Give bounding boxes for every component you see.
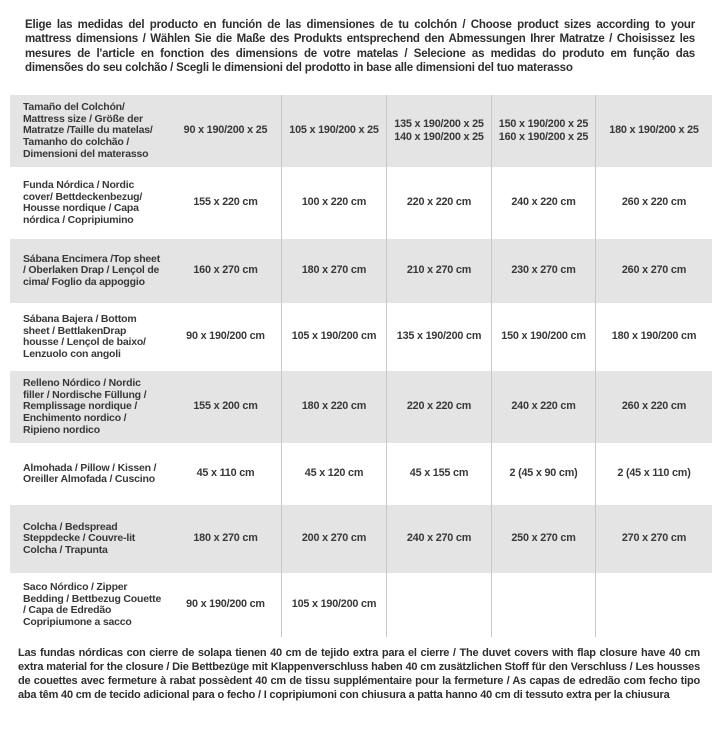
size-value-line: 180 x 190/200 x 25 [609,124,699,137]
size-value-line: 250 x 270 cm [511,532,576,545]
size-value-line: 140 x 190/200 x 25 [394,131,484,144]
size-value-cell [491,167,595,239]
table-row [10,167,712,239]
size-value-cell [595,167,712,239]
size-value-line: 180 x 220 cm [301,400,367,413]
table-row [10,443,712,505]
size-value-cell [595,371,712,443]
size-value-cell [281,371,386,443]
product-label-cell: Sábana Bajera / Bottom sheet / BettlakenDrap housse / Lençol de baixo/ Lenzuolo con angoli [23,313,146,360]
size-value-line: 150 x 190/200 x 25 [498,117,589,130]
size-value-line: 230 x 270 cm [511,264,576,277]
size-value-line: 150 x 190/200 cm [501,330,586,343]
size-value-cell [491,505,595,573]
size-value-line: 2 (45 x 90 cm) [509,467,578,480]
size-value-line: 155 x 220 cm [193,196,258,209]
table-row [10,505,712,573]
size-value-line: 240 x 270 cm [406,532,472,545]
product-label-cell: Colcha / Bedspread Steppdecke / Couvre-lit Colcha / Trapunta [23,520,136,556]
size-value-line: 180 x 270 cm [193,532,258,545]
size-selection-instructions: Elige las medidas del producto en función de las dimensiones de tu colchón / Choose product sizes according to your mattress dimensions / Wählen Sie die Maße des Produkts entsprechend den Abmessungen Ihrer Matratze / Choisissez les mesures de l'article en fonction des dimensions de votre matelas / Selecione as medidas do produto em função das dimensões do seu colchão / Scegli le dimensioni del prodotto in base alle dimensioni del tuo materasso [25,19,695,74]
table-row [10,95,712,167]
size-value-line: 180 x 190/200 cm [611,330,697,343]
size-value-cell [491,443,595,505]
size-value-cell [595,443,712,505]
size-value-line: 220 x 220 cm [406,400,472,413]
size-value-line: 160 x 270 cm [193,264,258,277]
size-value-cell [170,95,281,167]
product-size-guide-page [0,18,720,738]
size-value-cell [281,95,386,167]
size-value-cell [386,573,491,637]
product-label-cell: Sábana Encimera /Top sheet / Oberlaken Drap / Lençol de cima/ Foglio da appoggio [23,252,160,288]
size-value-line: 260 x 220 cm [621,400,687,413]
size-value-cell [595,505,712,573]
size-value-cell [386,167,491,239]
size-value-cell [170,505,281,573]
table-row [10,303,712,371]
size-value-line: 45 x 120 cm [304,467,364,480]
size-value-cell [281,505,386,573]
size-value-cell [281,303,386,371]
size-value-cell [386,239,491,303]
size-value-cell [170,371,281,443]
size-value-cell [281,167,386,239]
table-row [10,239,712,303]
size-value-line: 270 x 270 cm [621,532,687,545]
size-value-line: 105 x 190/200 cm [291,598,377,611]
size-value-cell [386,443,491,505]
size-value-line: 160 x 190/200 x 25 [498,131,589,144]
size-value-cell [170,167,281,239]
size-value-line: 240 x 220 cm [511,196,576,209]
size-value-cell [491,573,595,637]
size-value-cell [491,239,595,303]
table-row [10,573,712,637]
size-value-line: 45 x 155 cm [409,467,469,480]
size-value-cell [281,239,386,303]
product-label-cell: Funda Nórdica / Nordic cover/ Bettdeckenbezug/ Housse nordique / Capa nórdica / Copripiumino [23,179,143,226]
size-value-line: 200 x 270 cm [301,532,367,545]
size-value-line: 90 x 190/200 x 25 [183,124,268,137]
size-value-line: 240 x 220 cm [511,400,576,413]
size-value-line: 2 (45 x 110 cm) [617,467,691,480]
size-value-cell [595,303,712,371]
table-row [10,371,712,443]
size-value-cell [170,443,281,505]
size-value-cell [491,303,595,371]
size-value-cell [386,505,491,573]
size-value-cell [386,303,491,371]
product-label-cell: Relleno Nórdico / Nordic filler / Nordische Füllung / Remplissage nordique / Enchimento nordico / Ripieno nordico [23,377,147,436]
size-table [10,95,712,637]
size-value-line: 105 x 190/200 x 25 [289,124,379,137]
size-value-cell [281,573,386,637]
product-label-cell: Almohada / Pillow / Kissen / Oreiller Almofada / Cuscino [23,461,157,486]
size-value-cell [491,95,595,167]
size-value-cell [595,573,712,637]
size-value-cell [491,371,595,443]
size-value-line: 135 x 190/200 x 25 [394,117,484,130]
size-value-line: 90 x 190/200 cm [186,598,265,611]
product-label-cell: Tamaño del Colchón/ Mattress size / Größe der Matratze /Taille du matelas/ Tamanho do colchão / Dimensioni del materasso [23,101,153,160]
size-value-line: 210 x 270 cm [406,264,472,277]
size-value-line: 90 x 190/200 cm [186,330,265,343]
size-value-cell [281,443,386,505]
size-value-cell [595,239,712,303]
size-value-cell [170,239,281,303]
size-value-cell [386,371,491,443]
size-value-line: 260 x 220 cm [621,196,687,209]
size-value-line: 45 x 110 cm [196,467,255,480]
size-value-cell [170,303,281,371]
size-value-cell [386,95,491,167]
size-value-line: 105 x 190/200 cm [291,330,377,343]
flap-closure-note: Las fundas nórdicas con cierre de solapa tienen 40 cm de tejido extra para el cierre / The duvet covers with flap closure have 40 cm extra material for the closure / Die Bettbezüge mit Klappenverschluss haben 40 cm zusätzlichen Stoff für den Verschluss / Les housses de couettes avec fermeture à rabat possèdent 40 cm de tissu supplémentaire pour la fermeture / As capas de edredão com fecho tipo aba têm 40 cm de tecido adicional para o fecho / I copripiumoni con chiusura a patta hanno 40 cm di tessuto extra per la chiusura [18,647,700,702]
product-label-cell: Saco Nórdico / Zipper Bedding / Bettbezug Couette / Capa de Edredão Copripiumone a sacco [23,581,162,628]
size-value-cell [170,573,281,637]
size-value-line: 135 x 190/200 cm [396,330,482,343]
size-value-line: 155 x 200 cm [193,400,258,413]
size-value-line: 260 x 270 cm [621,264,687,277]
size-value-line: 220 x 220 cm [406,196,472,209]
size-value-cell [595,95,712,167]
size-value-line: 100 x 220 cm [301,196,367,209]
size-value-line: 180 x 270 cm [301,264,367,277]
